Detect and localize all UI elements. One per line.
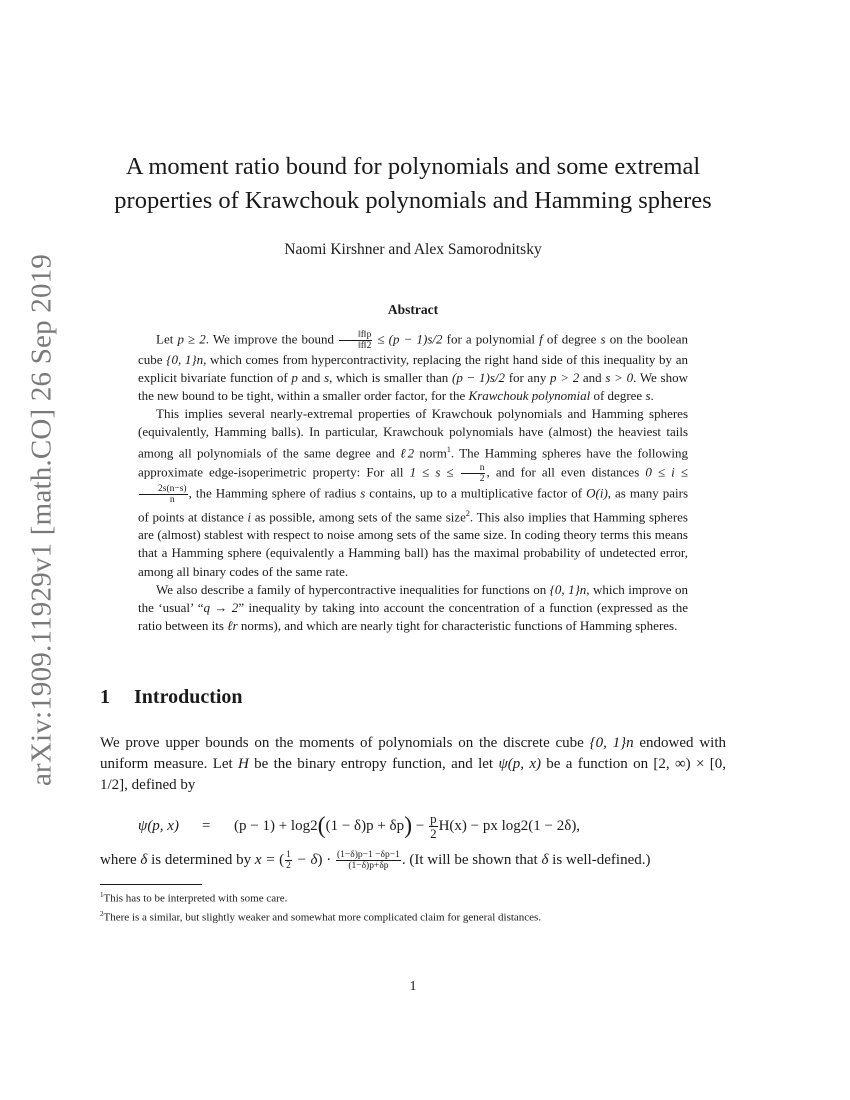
paper-title: A moment ratio bound for polynomials and some extremal properties of Krawchouk polynomials and Hamming spheres bbox=[114, 153, 712, 214]
page-number: 1 bbox=[409, 979, 417, 994]
authors: Naomi Kirshner and Alex Samorodnitsky bbox=[284, 241, 542, 258]
section-number: 1 bbox=[100, 686, 110, 708]
one-half-fraction: $\frac{1}{2}$ bbox=[286, 850, 291, 872]
footnote-ref-2[interactable]: 2 bbox=[465, 508, 470, 518]
abstract-paragraph-2: This implies several nearly-extremal properties of Krawchouk polynomials and Hamming spheres (equivalently, Hamming balls). In particular, Krawchouk polynomials have (almost) the heaviest tails among all polynomials of the same degree and ℓ2 norm$^1$. The Hamming spheres have the following approximate edge-isoperimetric property: For all 1 ≤ s ≤ $\frac{n}{2}$ , and for all even distances 0 ≤ i ≤ $\frac{2s(n-s)}{n}$ , the Hamming sphere of radius s contains, up to a multiplicative factor of O(i), as many pairs of points at distance i as possible, among sets of the same size$^2$. This also implies that Hamming spheres are (almost) stablest with respect to noise among sets of the same size. In coding theory terms this means that a Hamming sphere (equivalently a Hamming ball) has the maximal probability of undetected error, among all binary codes of the same rate. bbox=[138, 406, 689, 579]
delta-ratio-fraction: $\frac{(1-\delta)p-1 -\delta p-1}{(1-\delta)p+\delta p}$ bbox=[337, 850, 400, 872]
footnote-2: $^2$There is a similar, but slightly weaker and somewhat more complicated claim for general distances. bbox=[100, 910, 542, 924]
equation-equals: = bbox=[202, 818, 211, 834]
abstract-paragraph-1: Let p ≥ 2. We improve the bound $\frac{‖f‖p}{‖f‖2}$ ≤ (p − 1)s/2 for a polynomial f of degree s on the boolean cube {0, 1}n, which comes from hypercontractivity, replacing the right hand side of this inequality by an explicit bivariate function of p and s, which is smaller than (p − 1)s/2 for any p > 2 and s > 0. We show the new bound to be tight, within a smaller order factor, for the Krawchouk polynomial of degree s. bbox=[138, 330, 688, 404]
abstract-paragraph-3: We also describe a family of hypercontractive inequalities for functions on {0, 1}n, which improve on the ‘usual’ “q → 2” inequality by taking into account the concentration of a function (expressed as the ratio between its ℓr norms), and which are nearly tight for characteristic functions of Hamming spheres. bbox=[138, 581, 688, 633]
intro-paragraph: We prove upper bounds on the moments of polynomials on the discrete cube {0, 1}n endowed with uniform measure. Let H be the binary entropy function, and let ψ(p, x) be a function on [2, ∞) × [0, 1/2], defined by bbox=[100, 735, 727, 793]
footnote-ref-1[interactable]: 1 bbox=[446, 445, 451, 455]
footnotes bbox=[100, 888, 726, 926]
arxiv-stamp: arXiv:1909.11929v1 [math.CO] 26 Sep 2019 bbox=[25, 253, 58, 787]
section-title: Introduction bbox=[134, 686, 243, 708]
section-heading-introduction bbox=[100, 686, 243, 709]
distance-bound-fraction: $\frac{2s(n-s)}{n}$ bbox=[139, 484, 188, 505]
n-over-2-fraction: $\frac{n}{2}$ bbox=[461, 463, 486, 484]
equation-lhs: ψ(p, x) bbox=[138, 818, 179, 834]
footnote-divider bbox=[100, 884, 202, 885]
abstract-heading: Abstract bbox=[387, 302, 439, 317]
footnote-1: $^1$This has to be interpreted with some care. bbox=[100, 891, 288, 905]
abstract bbox=[138, 330, 688, 635]
psi-definition-equation bbox=[138, 806, 726, 846]
p-over-2-fraction: $\frac{p}{2}$ bbox=[430, 811, 437, 842]
krawchouk-emphasis: Krawchouk polynomial bbox=[468, 388, 591, 404]
norm-ratio-fraction: $\frac{‖f‖p}{‖f‖2}$ bbox=[339, 330, 372, 351]
equation-rhs: (p − 1) + log2((1 − δ)p + δp) − $\frac{p}{2}$ H(x) − px log2(1 − 2δ), bbox=[234, 811, 581, 842]
delta-definition-line: where δ is determined by x = ( $\frac{1}{2}$ − δ) · $\frac{(1-\delta)p-1 -\delta p-1}{(1-\delta)p+\delta p}$ . (It will be shown that δ is well-defined.) bbox=[100, 850, 651, 872]
